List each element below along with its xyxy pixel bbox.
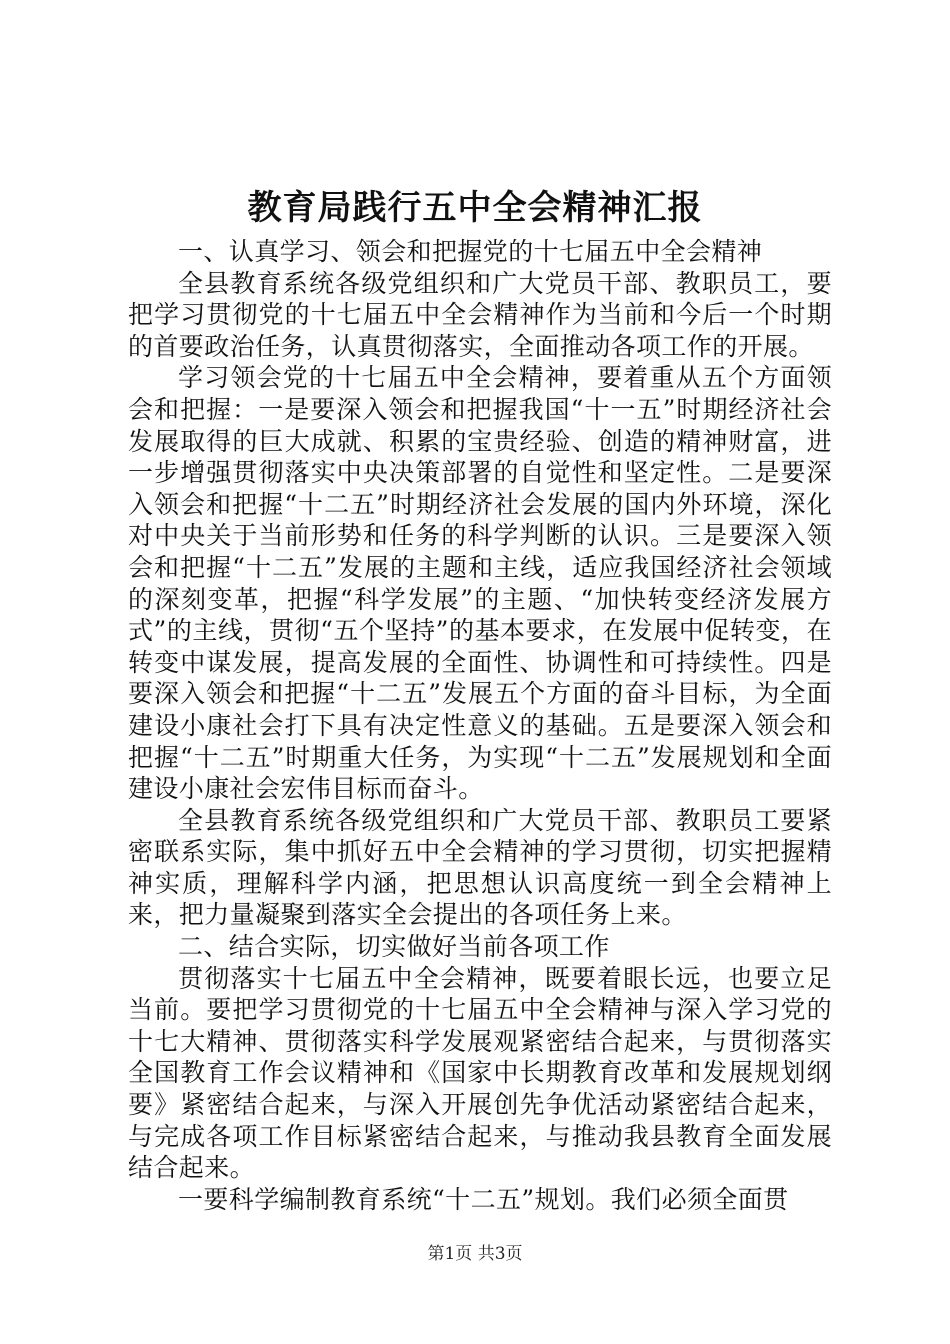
paragraph: 全县教育系统各级党组织和广大党员干部、教职员工，要把学习贯彻党的十七届五中全会精神作为当前和今后一个时期的首要政治任务，认真贯彻落实，全面推动各项工作的开展。: [128, 268, 832, 361]
paragraph: 一要科学编制教育系统“十二五”规划。我们必须全面贯: [178, 1184, 789, 1214]
paragraph: 学习领会党的十七届五中全会精神，要着重从五个方面领会和把握：一是要深入领会和把握我国“十一五”时期经济社会发展取得的巨大成就、积累的宝贵经验、创造的精神财富，进一步增强贯彻落实中央决策部署的自觉性和坚定性。二是要深入领会和把握“十二五”时期经济社会发展的国内外环境，深化对中央关于当前形势和任务的科学判断的认识。三是要深入领会和把握“十二五”发展的主题和主线，适应我国经济社会领域的深刻变革，把握“科学发展”的主题、“加快转变经济发展方式”的主线，贯彻“五个坚持”的基本要求，在发展中促转变，在转变中谋发展，提高发展的全面性、协调性和可持续性。四是要深入领会和把握“十二五”发展五个方面的奋斗目标，为全面建设小康社会打下具有决定性意义的基础。五是要深入领会和把握“十二五”时期重大任务，为实现“十二五”发展规划和全面建设小康社会宏伟目标而奋斗。: [128, 363, 832, 804]
document-body: [128, 236, 832, 1215]
section-heading: 一、认真学习、领会和把握党的十七届五中全会精神: [178, 237, 763, 266]
document-title: 教育局践行五中全会精神汇报: [247, 188, 703, 228]
paragraph: 全县教育系统各级党组织和广大党员干部、教职员工要紧密联系实际，集中抓好五中全会精神的学习贯彻，切实把握精神实质，理解科学内涵，把思想认识高度统一到全会精神上来，把力量凝聚到落实全会提出的各项任务上来。: [128, 805, 832, 930]
page-number: 第1页 共3页: [427, 1244, 523, 1264]
paragraph: 贯彻落实十七届五中全会精神，既要着眼长远，也要立足当前。要把学习贯彻党的十七届五中全会精神与深入学习党的十七大精神、贯彻落实科学发展观紧密结合起来，与贯彻落实全国教育工作会议精神和《国家中长期教育改革和发展规划纲要》紧密结合起来，与深入开展创先争优活动紧密结合起来，与完成各项工作目标紧密结合起来，与推动我县教育全面发展结合起来。: [128, 963, 832, 1183]
section-heading: 二、结合实际，切实做好当前各项工作: [178, 932, 610, 962]
